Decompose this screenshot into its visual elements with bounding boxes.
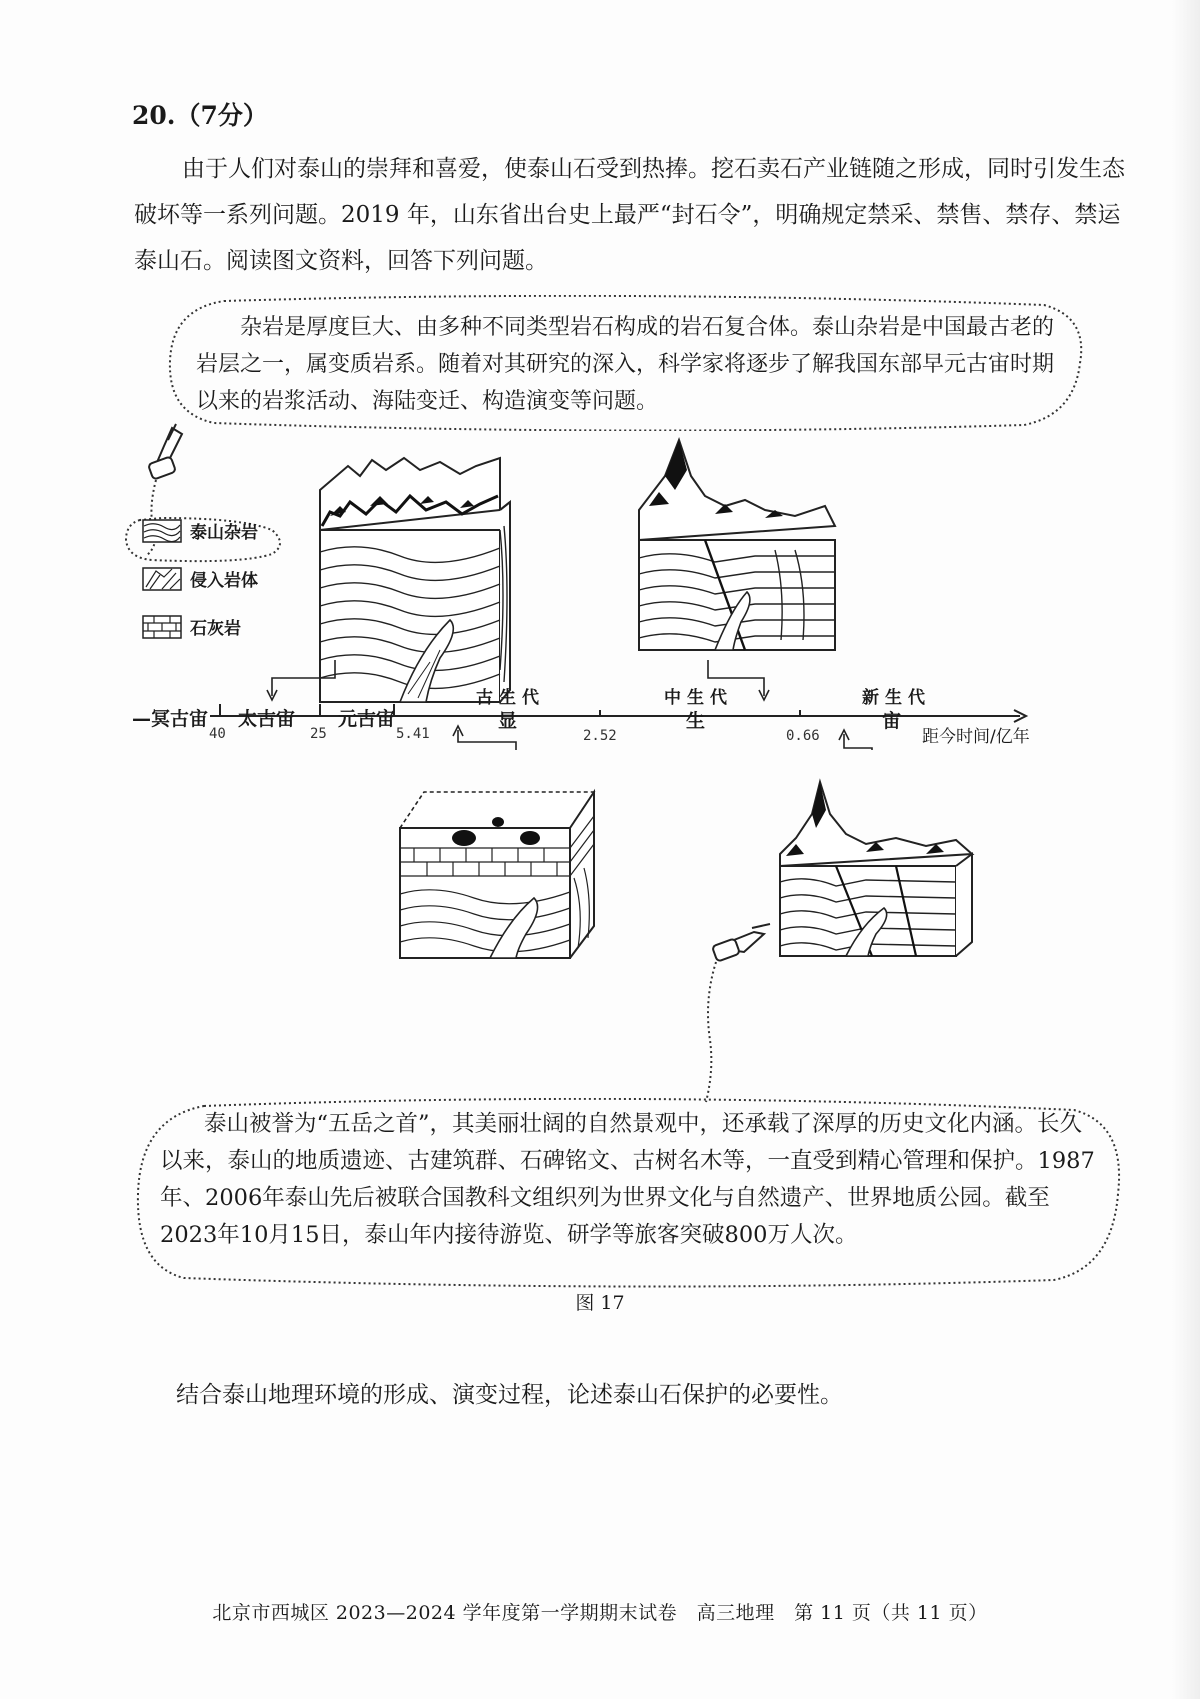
era-mesozoic: 中生代 xyxy=(664,688,733,708)
eon-phanerozoic-char-3: 宙 xyxy=(882,710,902,732)
tick-5-41: 5.41 xyxy=(396,726,430,742)
block-diagram-cenozoic xyxy=(776,774,986,964)
tick-40: 40 xyxy=(209,726,226,742)
legend-label-intrusive: 侵入岩体 xyxy=(190,571,258,591)
eon-phanerozoic-char-1: 显 xyxy=(498,710,518,732)
legend-item-taishan-complex xyxy=(142,518,258,543)
tick-25: 25 xyxy=(310,726,327,742)
intrusive-rock-pattern-icon xyxy=(142,567,182,591)
tick-2-52: 2.52 xyxy=(583,728,617,744)
legend-label-limestone: 石灰岩 xyxy=(190,619,241,639)
question-number: 20.（7分） xyxy=(132,101,268,130)
block-diagram-archean xyxy=(300,290,530,710)
pointing-hand-icon-bottom xyxy=(700,920,780,1110)
limestone-pattern-icon xyxy=(142,615,182,639)
intro-paragraph: 由于人们对泰山的崇拜和喜爱，使泰山石受到热捧。挖石卖石产业链随之形成，同时引发生态破坏等一系列问题。2019 年，山东省出台史上最严“封石令”，明确规定禁采、禁售、禁存、禁运泰山石。阅读图文资料，回答下列问题。 xyxy=(134,156,1125,274)
era-paleozoic: 古生代 xyxy=(476,688,545,708)
speech-bubble-culture xyxy=(134,1098,1124,1288)
page-edge-shadow xyxy=(1172,0,1200,1699)
era-cenozoic: 新生代 xyxy=(862,688,931,708)
legend-item-intrusive xyxy=(142,566,258,591)
bubble-top-text: 杂岩是厚度巨大、由多种不同类型岩石构成的岩石复合体。泰山杂岩是中国最古老的岩层之一，属变质岩系。随着对其研究的深入，科学家将逐步了解我国东部早元古宙时期以来的岩浆活动、海陆变迁、构造演变等问题。 xyxy=(196,315,1055,414)
figure-caption: 图 17 xyxy=(575,1292,625,1314)
eon-proterozoic: 元古宙 xyxy=(338,708,396,730)
eon-hadean: —冥古宙 xyxy=(132,708,209,730)
timeline-axis-label: 距今时间/亿年 xyxy=(922,727,1030,747)
bubble-bottom-text: 泰山被誉为“五岳之首”，其美丽壮阔的自然景观中，还承载了深厚的历史文化内涵。长久以来，泰山的地质遗迹、古建筑群、石碑铭文、古树名木等，一直受到精心管理和保护。1987年、2006年泰山先后被联合国教科文组织列为世界文化与自然遗产、世界地质公园。截至2023年10月15日，泰山年内接待游览、研学等旅客突破800万人次。 xyxy=(160,1111,1095,1248)
page-footer: 北京市西城区 2023—2024 学年度第一学期期末试卷 高三地理 第 11 页（共 11 页） xyxy=(212,1602,988,1624)
question-intro xyxy=(134,146,1126,284)
tick-0-66: 0.66 xyxy=(786,728,820,744)
eon-phanerozoic-char-2: 生 xyxy=(686,710,706,732)
block-diagram-paleozoic xyxy=(394,788,604,968)
question-task: 结合泰山地理环境的形成、演变过程，论述泰山石保护的必要性。 xyxy=(176,1382,843,1408)
eon-archean: 太古宙 xyxy=(238,708,296,730)
taishan-complex-pattern-icon xyxy=(142,519,182,543)
legend-item-limestone xyxy=(142,614,241,639)
legend-label-taishan-complex: 泰山杂岩 xyxy=(190,523,258,543)
block-diagram-mesozoic xyxy=(635,300,865,670)
